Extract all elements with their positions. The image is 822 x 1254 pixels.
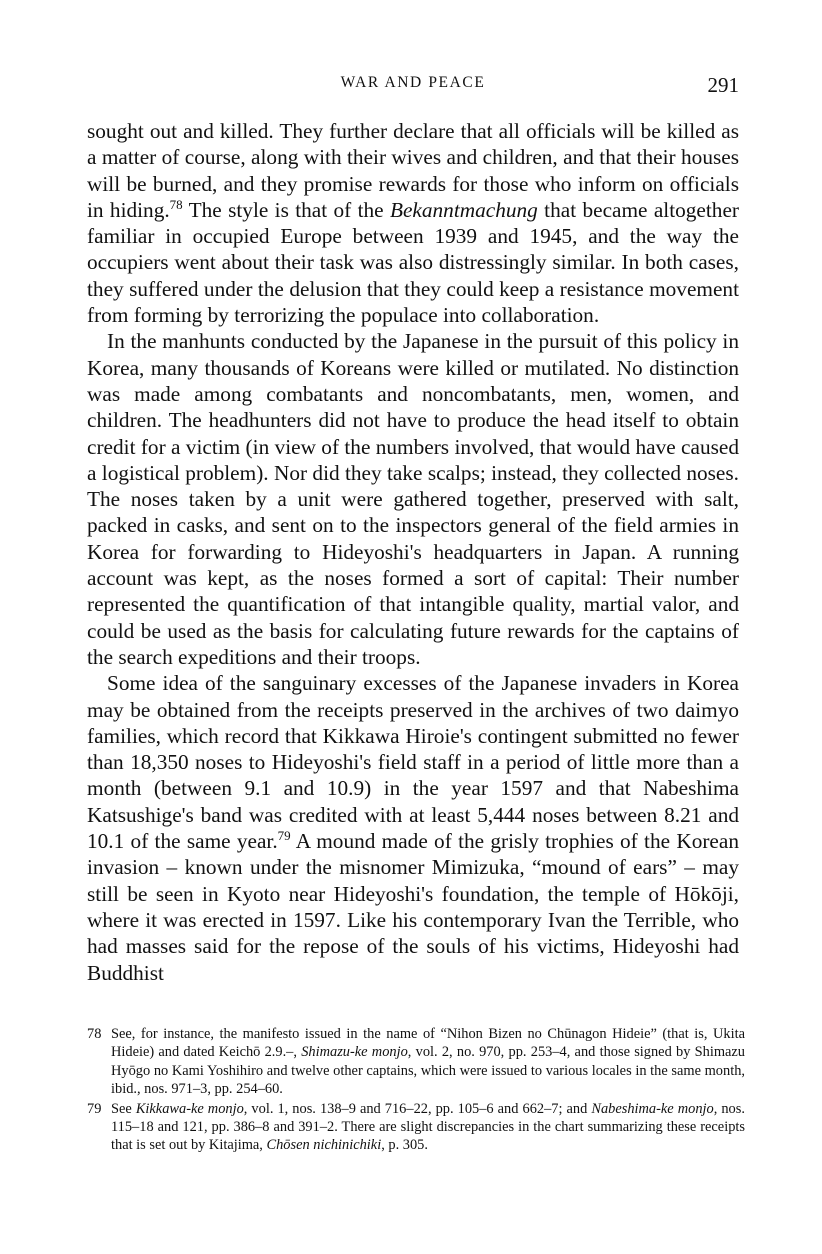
page-number: 291 bbox=[707, 73, 739, 97]
footnote-78 bbox=[87, 1025, 745, 1099]
footnote-text: , vol. 1, nos. 138–9 and 716–22, pp. 105–6 and 662–7; and bbox=[243, 1100, 592, 1117]
paragraph-1-text-a: sought out and killed. They further declare that all officials will be killed as a matter of course, along with their wives and children, and that their houses will be burned, and they promise rewards for those who inform on officials in hiding. bbox=[87, 119, 739, 222]
footnote-number: 78 bbox=[87, 1026, 102, 1042]
footnote-italic-title: Nabeshima-ke monjo bbox=[591, 1100, 714, 1117]
footnote-text: See, for instance, the manifesto issued in the name of “Nihon Bizen no Chūnagon Hideie” (that is, Ukita Hideie) and dated Keichō 2.9.–, bbox=[111, 1026, 745, 1061]
footnote-italic-title: Chōsen nichinichiki bbox=[266, 1137, 382, 1154]
footnote-text: See bbox=[111, 1100, 136, 1117]
footnotes bbox=[87, 1025, 745, 1156]
body-text bbox=[87, 118, 739, 986]
paragraph-2: In the manhunts conducted by the Japanese in the pursuit of this policy in Korea, many thousands of Koreans were killed or mutilated. No distinction was made among combatants and noncombatants, men, women, and children. The headhunters did not have to produce the head itself to obtain credit for a victim (in view of the numbers involved, that would have caused a logistical problem). Nor did they take scalps; instead, they collected noses. The noses taken by a unit were gathered together, preserved with salt, packed in casks, and sent on to the inspectors general of the field armies in Korea for forwarding to Hideyoshi's headquarters in Japan. A running account was kept, as the noses formed a sort of capital: Their number represented the quantification of that intangible quality, martial valor, and could be used as the basis for calculating future rewards for the captains of the search expeditions and their troops. bbox=[87, 329, 739, 669]
footnote-italic-title: Kikkawa-ke monjo bbox=[135, 1100, 244, 1117]
paragraph-3 bbox=[87, 670, 739, 986]
footnote-text: , p. 305. bbox=[381, 1137, 428, 1154]
footnote-reference-79: 79 bbox=[277, 828, 291, 844]
paragraph-3-text-b: A mound made of the grisly trophies of the Korean invasion – known under the misnomer Mimizuka, “mound of ears” – may still be seen in Kyoto near Hideyoshi's foundation, the temple of Hōkōji, where it was erected in 1597. Like his contemporary Ivan the Terrible, who had masses said for the repose of the souls of his victims, Hideyoshi had Buddhist bbox=[87, 829, 739, 985]
page-header bbox=[87, 74, 739, 100]
footnote-reference-78: 78 bbox=[169, 196, 183, 212]
footnote-79 bbox=[87, 1100, 745, 1155]
paragraph-1 bbox=[87, 118, 739, 328]
italic-term: Bekanntmachung bbox=[389, 197, 538, 222]
footnote-number: 79 bbox=[87, 1100, 102, 1117]
paragraph-3-text-a: Some idea of the sanguinary excesses of the Japanese invaders in Korea may be obtained from the receipts preserved in the archives of two daimyo families, which record that Kikkawa Hiroie's contingent submitted no fewer than 18,350 noses to Hideyoshi's field staff in a period of little more than a month (between 9.1 and 10.9) in the year 1597 and that Nabeshima Katsushige's band was credited with at least 5,444 noses between 8.21 and 10.1 of the same year. bbox=[87, 671, 739, 854]
running-head: WAR AND PEACE bbox=[340, 74, 486, 91]
paragraph-1-text-b: The style is that of the bbox=[182, 197, 390, 222]
footnote-italic-title: Shimazu-ke monjo bbox=[301, 1044, 408, 1061]
footnote-text: , vol. 2, no. 970, pp. 253–4, and those signed by Shimazu Hyōgo no Kami Yoshihiro and twelve other captains, which were issued to various locales in the same month, ibid., nos. 971–3, pp. 254–60. bbox=[111, 1044, 745, 1098]
paragraph-1-text-c: that became altogether familiar in occupied Europe between 1939 and 1945, and the way the occupiers went about their task was also distressingly similar. In both cases, they suffered under the delusion that they could keep a resistance movement from forming by terrorizing the populace into collaboration. bbox=[87, 197, 739, 328]
footnote-text: , nos. 115–18 and 121, pp. 386–8 and 391–2. There are slight discrepancies in the chart summarizing these receipts that is set out by Kitajima, bbox=[111, 1100, 745, 1154]
